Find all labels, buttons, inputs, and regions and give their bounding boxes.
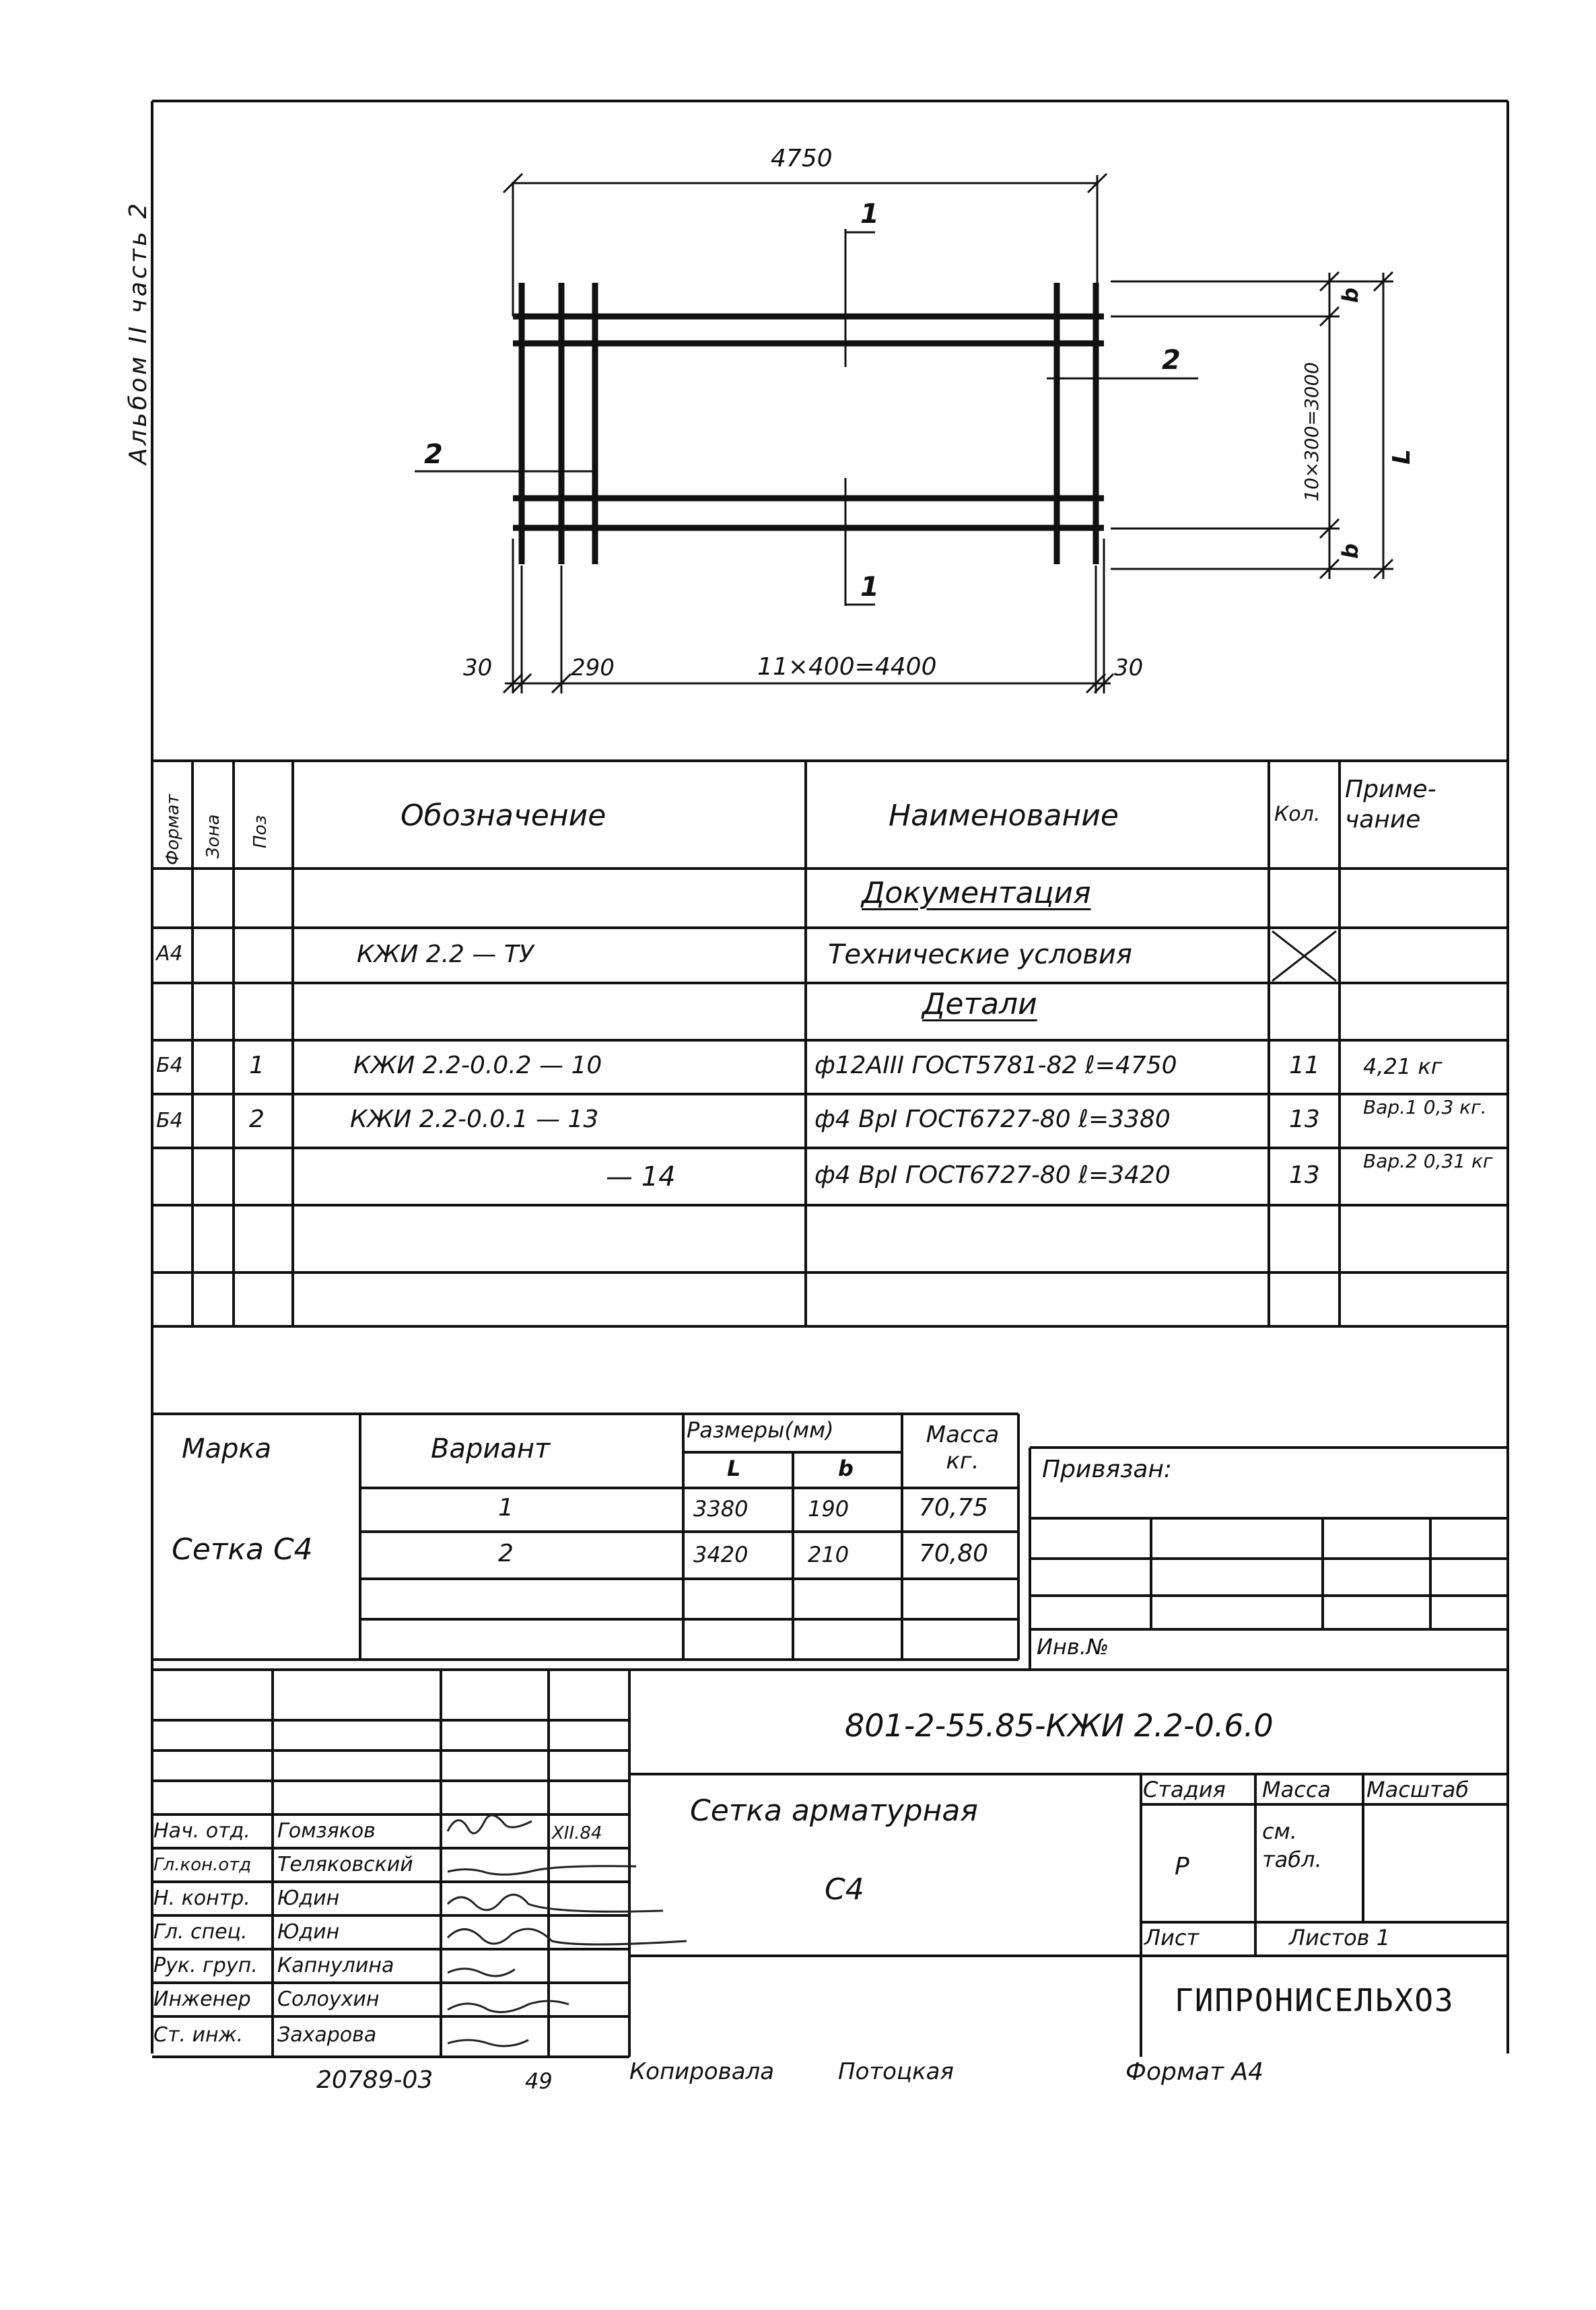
position-label-2-right: 2	[1162, 345, 1181, 376]
row-format: Б4	[156, 1109, 183, 1132]
signature-role: Н. контр.	[153, 1887, 250, 1910]
signature-name: Захарова	[277, 2023, 377, 2047]
organization-name: ГИПРОНИСЕЛЬХОЗ	[1175, 1982, 1455, 2018]
header-designation: Обозначение	[401, 799, 606, 833]
row-format: Б4	[156, 1054, 183, 1077]
row-name: Технические условия	[828, 939, 1132, 970]
archive-sheet: 49	[525, 2068, 553, 2094]
document-code: 801-2-55.85-КЖИ 2.2-0.6.0	[845, 1707, 1274, 1744]
inventory-number-label: Инв.№	[1037, 1634, 1109, 1660]
row-note: 4,21 кг	[1363, 1054, 1443, 1079]
row-pos: 2	[249, 1106, 265, 1133]
section-mark-top: 1	[860, 199, 879, 230]
binding-label: Привязан:	[1042, 1456, 1173, 1483]
position-label-2-left: 2	[424, 439, 443, 470]
dim-top-length: 4750	[771, 145, 833, 172]
row-designation: — 14	[606, 1161, 676, 1192]
variant-header-variant: Вариант	[431, 1433, 551, 1464]
variant-header-mark: Марка	[182, 1433, 272, 1464]
variant-mass: 70,80	[919, 1540, 989, 1567]
header-pos: Поз	[250, 815, 271, 848]
header-mass: Масса	[1262, 1777, 1331, 1802]
header-name: Наименование	[889, 799, 1119, 833]
row-note: Вар.1 0,3 кг.	[1363, 1096, 1487, 1118]
stage-value: Р	[1175, 1853, 1189, 1880]
sheets-count: Листов 1	[1289, 1925, 1391, 1950]
mass-value: см. табл.	[1262, 1819, 1322, 1872]
album-side-label: Альбом II часть 2	[125, 200, 152, 465]
variant-header-sizes: Размеры(мм)	[687, 1417, 834, 1443]
dim-b-top: b	[1338, 287, 1363, 303]
sheet-format: Формат А4	[1125, 2058, 1264, 2086]
variant-mass: 70,75	[919, 1494, 989, 1522]
dim-b-bottom: b	[1338, 543, 1363, 559]
variant-header-mass: Масса кг.	[926, 1421, 1000, 1475]
row-qty: 13	[1289, 1106, 1320, 1133]
row-qty: 11	[1289, 1052, 1320, 1079]
dim-span: 11×400=4400	[757, 653, 937, 681]
row-note: Вар.2 0,31 кг	[1363, 1150, 1493, 1172]
row-name: ф4 ВрI ГОСТ6727-80 ℓ=3420	[814, 1161, 1171, 1189]
signature-role: Ст. инж.	[153, 2023, 244, 2047]
drawing-subtitle: С4	[825, 1872, 864, 1907]
dim-vertical-span: 10×300=3000	[1300, 362, 1323, 502]
row-qty: 13	[1289, 1161, 1320, 1189]
spec-table-grid	[152, 761, 1508, 1326]
signature-name: Капнулина	[277, 1954, 394, 1977]
header-zone: Зона	[203, 814, 223, 858]
signature-name: Теляковский	[277, 1853, 413, 1876]
sheet-label: Лист	[1144, 1925, 1200, 1950]
header-note: Приме-чание	[1345, 776, 1436, 834]
header-format: Формат	[163, 794, 183, 865]
mesh-drawing	[513, 283, 1104, 564]
variant-header-L: L	[727, 1456, 741, 1481]
archive-number: 20789-03	[316, 2066, 433, 2094]
copied-name: Потоцкая	[838, 2058, 954, 2085]
signature-date: XII.84	[552, 1823, 602, 1843]
header-stage: Стадия	[1143, 1777, 1226, 1802]
signature-role: Рук. груп.	[153, 1954, 258, 1977]
row-name: ф4 ВрI ГОСТ6727-80 ℓ=3380	[814, 1106, 1171, 1133]
dim-left-30: 30	[463, 654, 493, 681]
section-mark-bottom: 1	[860, 572, 879, 603]
row-pos: 1	[249, 1052, 265, 1079]
section-details: Детали	[922, 987, 1037, 1021]
row-designation: КЖИ 2.2-0.0.1 — 13	[350, 1106, 599, 1133]
signature-name: Юдин	[277, 1920, 340, 1944]
variant-mark: Сетка С4	[172, 1532, 313, 1567]
row-format: А4	[156, 942, 183, 965]
row-name: ф12АIII ГОСТ5781-82 ℓ=4750	[814, 1052, 1177, 1079]
header-qty: Кол.	[1274, 803, 1321, 826]
variant-L: 3420	[693, 1542, 749, 1567]
signature-role: Инженер	[153, 1988, 251, 2011]
signature-scribbles	[448, 1815, 687, 2046]
variant-number: 2	[498, 1540, 514, 1567]
header-scale: Масштаб	[1366, 1777, 1469, 1802]
row-designation: КЖИ 2.2 — ТУ	[357, 941, 534, 968]
variant-L: 3380	[693, 1496, 749, 1522]
signature-role: Гл.кон.отд	[153, 1855, 252, 1875]
variant-b: 210	[808, 1542, 849, 1567]
signature-role: Нач. отд.	[153, 1819, 250, 1843]
variant-number: 1	[498, 1494, 514, 1522]
signature-name: Юдин	[277, 1887, 340, 1910]
section-documentation: Документация	[862, 876, 1091, 910]
variant-header-b: b	[838, 1456, 854, 1481]
signature-role: Гл. спец.	[153, 1920, 248, 1944]
dim-right-30: 30	[1114, 654, 1144, 681]
dim-L: L	[1388, 449, 1416, 465]
row-designation: КЖИ 2.2-0.0.2 — 10	[353, 1052, 602, 1079]
dim-290: 290	[571, 654, 615, 681]
copied-label: Копировала	[629, 2058, 775, 2085]
variant-b: 190	[808, 1496, 849, 1522]
signature-name: Солоухин	[277, 1988, 380, 2011]
signature-name: Гомзяков	[277, 1819, 376, 1843]
drawing-title: Сетка арматурная	[690, 1794, 978, 1828]
